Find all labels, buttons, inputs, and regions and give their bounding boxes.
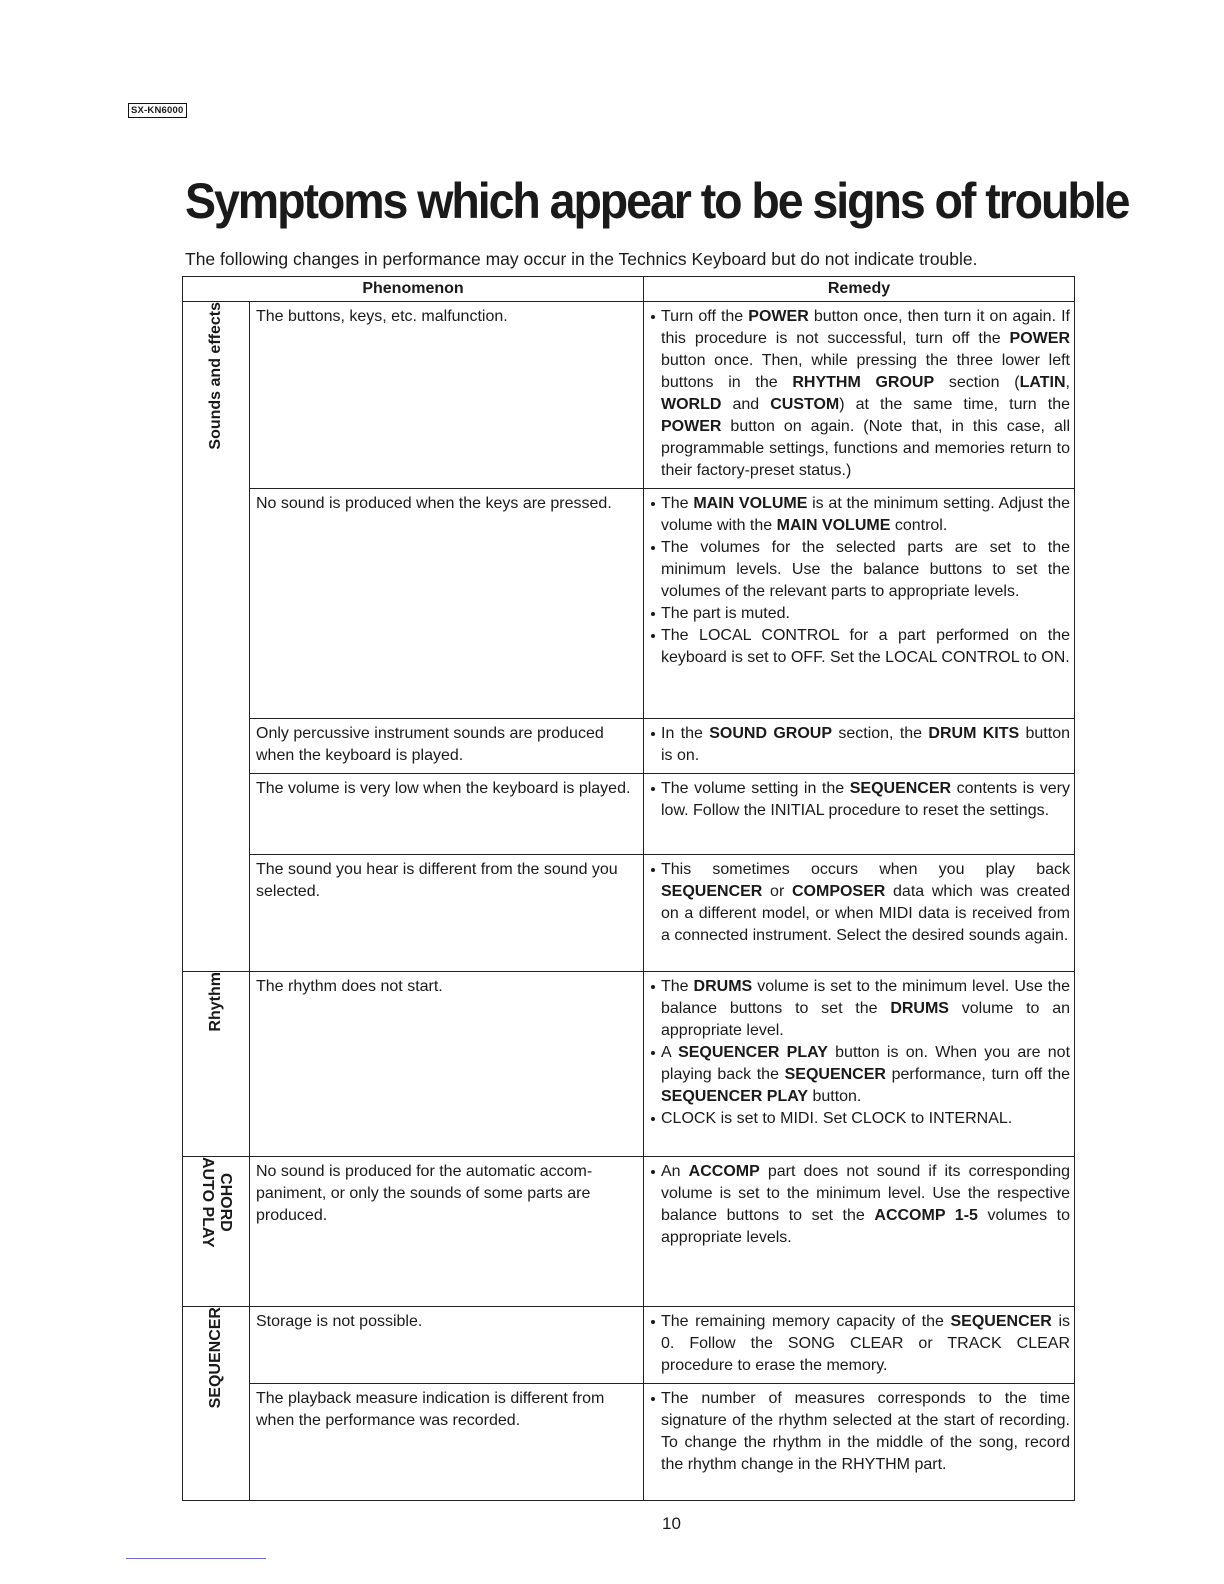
remedy-text: This sometimes occurs when you play back — [661, 861, 1070, 878]
remedy-cell — [644, 774, 1075, 855]
table-row — [183, 1157, 1075, 1307]
category-label — [198, 1157, 234, 1248]
remedy-text: The part is muted. — [661, 605, 790, 622]
phenomenon-cell: The playback measure indication is different from when the performance was recorded. — [250, 1384, 644, 1501]
remedy-cell — [644, 1157, 1075, 1307]
remedy-bullet — [650, 1311, 1070, 1377]
remedy-text: button is on. — [661, 725, 1070, 764]
remedy-text: button is on. When you are not playing back the — [661, 1044, 1071, 1083]
remedy-bold-term: ACCOMP 1-5 — [874, 1207, 978, 1224]
table-row — [183, 855, 1075, 972]
remedy-text: button on again. (Note that, in this case, all programmable settings, functions and memories return to their factory-preset status.) — [661, 418, 1070, 479]
remedy-bullet — [650, 493, 1070, 537]
remedy-bold-term: MAIN VOLUME — [693, 495, 808, 512]
remedy-text: An — [661, 1163, 689, 1180]
remedy-bold-term: SEQUENCER PLAY — [678, 1044, 828, 1061]
remedy-bold-term: ACCOMP — [688, 1163, 760, 1180]
remedy-bullet — [650, 306, 1070, 482]
remedy-bold-term: POWER — [748, 308, 809, 325]
table-row — [183, 1307, 1075, 1384]
phenomenon-cell: The rhythm does not start. — [250, 972, 644, 1157]
category-label: Sounds and effects — [207, 302, 224, 450]
remedy-text: section ( — [934, 374, 1020, 391]
remedy-text: The volumes for the selected parts are set to the minimum levels. Use the balance buttons to set the volumes of the relevant parts to appropriate levels. — [661, 539, 1070, 600]
table-row — [183, 302, 1075, 489]
remedy-bold-term: DRUMS — [693, 978, 753, 995]
phenomenon-cell: No sound is produced for the automatic accom-paniment, or only the sounds of some parts are produced. — [250, 1157, 644, 1307]
table-header-row — [183, 277, 1075, 302]
remedy-text: Turn off the — [661, 308, 749, 325]
remedy-bold-term: SEQUENCER — [849, 780, 952, 797]
remedy-text: part does not sound if its corresponding volume is set to the minimum level. Use the respective balance buttons to set the — [661, 1163, 1070, 1224]
remedy-text: control. — [890, 517, 948, 534]
footer-rule — [126, 1558, 266, 1559]
category-sequencer — [183, 1307, 250, 1501]
category-rhythm — [183, 972, 250, 1157]
remedy-bold-term: WORLD — [661, 396, 722, 413]
table-row — [183, 1384, 1075, 1501]
remedy-bold-term: CUSTOM — [770, 396, 840, 413]
model-tag: SX-KN6000 — [128, 103, 187, 118]
trouble-table — [182, 276, 1075, 1501]
remedy-bold-term: SOUND GROUP — [709, 725, 833, 742]
table-row — [183, 972, 1075, 1157]
remedy-text: In the — [661, 725, 710, 742]
remedy-bullet — [650, 859, 1070, 947]
remedy-bold-term: SEQUENCER PLAY — [661, 1088, 808, 1105]
remedy-text: and — [721, 396, 771, 413]
remedy-bullet — [650, 778, 1070, 822]
remedy-text: The LOCAL CONTROL for a part performed on the keyboard is set to OFF. Set the LOCAL CONTROL to ON. — [661, 627, 1070, 666]
remedy-bullet — [650, 1042, 1070, 1108]
phenomenon-cell: The buttons, keys, etc. malfunction. — [250, 302, 644, 489]
remedy-text: volume is set to the minimum level. Use the balance buttons to set the — [661, 978, 1070, 1017]
phenomenon-cell: No sound is produced when the keys are pressed. — [250, 489, 644, 719]
remedy-bullet — [650, 1388, 1070, 1476]
remedy-text: section, the — [832, 725, 929, 742]
remedy-bullet — [650, 976, 1070, 1042]
remedy-bullet — [650, 537, 1070, 603]
category-label-line1: AUTO PLAY — [199, 1157, 216, 1248]
remedy-bold-term: MAIN VOLUME — [776, 517, 891, 534]
table-row — [183, 719, 1075, 774]
remedy-cell — [644, 302, 1075, 489]
remedy-text: performance, turn off the — [885, 1066, 1070, 1083]
phenomenon-cell: The volume is very low when the keyboard is played. — [250, 774, 644, 855]
remedy-cell — [644, 855, 1075, 972]
remedy-cell — [644, 1384, 1075, 1501]
remedy-text: or — [762, 883, 792, 900]
table-row — [183, 489, 1075, 719]
phenomenon-cell: Storage is not possible. — [250, 1307, 644, 1384]
remedy-text: The remaining memory capacity of the — [661, 1313, 951, 1330]
remedy-bullet — [650, 603, 1070, 625]
category-label-line2: CHORD — [217, 1173, 234, 1232]
remedy-text: The volume setting in the — [661, 780, 850, 797]
remedy-cell — [644, 972, 1075, 1157]
remedy-text: button. — [808, 1088, 862, 1105]
intro-text: The following changes in performance may occur in the Technics Keyboard but do not indicate trouble. — [185, 249, 978, 269]
category-sounds-and-effects — [183, 302, 250, 972]
remedy-text: volumes to appropriate levels. — [661, 1207, 1071, 1246]
table-row — [183, 774, 1075, 855]
remedy-bold-term: POWER — [1009, 330, 1070, 347]
remedy-text: The number of measures corresponds to the time signature of the rhythm selected at the start of recording. To change the rhythm in the middle of the song, record the rhythm change in the RHYTHM part. — [661, 1390, 1070, 1473]
category-auto-play-chord — [183, 1157, 250, 1307]
page-title: Symptoms which appear to be signs of trouble — [185, 173, 1129, 229]
remedy-bold-term: SEQUENCER — [784, 1066, 886, 1083]
remedy-header: Remedy — [644, 277, 1075, 302]
remedy-text: CLOCK is set to MIDI. Set CLOCK to INTERNAL. — [661, 1110, 1013, 1127]
remedy-bold-term: DRUM KITS — [928, 725, 1020, 742]
remedy-text: is 0. Follow the SONG CLEAR or TRACK CLEAR procedure to erase the memory. — [661, 1313, 1071, 1374]
remedy-text: volume to an appropriate level. — [661, 1000, 1071, 1039]
category-label: SEQUENCER — [207, 1307, 224, 1409]
remedy-text: ) at the same time, turn the — [839, 396, 1070, 413]
remedy-text: A — [661, 1044, 679, 1061]
remedy-text: button once. Then, while pressing the three lower left buttons in the — [661, 352, 1070, 391]
phenomenon-cell: The sound you hear is different from the sound you selected. — [250, 855, 644, 972]
remedy-text: The — [661, 978, 694, 995]
remedy-bullet — [650, 1161, 1070, 1249]
remedy-bullet — [650, 723, 1070, 767]
remedy-cell — [644, 489, 1075, 719]
remedy-text: button once, then turn it on again. If this procedure is not successful, turn off the — [661, 308, 1070, 347]
remedy-bold-term: POWER — [661, 418, 722, 435]
remedy-bullet — [650, 1108, 1070, 1130]
remedy-cell — [644, 719, 1075, 774]
page-number: 10 — [662, 1514, 681, 1533]
category-label: Rhythm — [207, 972, 224, 1032]
remedy-bullet — [650, 625, 1070, 669]
remedy-text: is at the minimum setting. Adjust the volume with the — [661, 495, 1071, 534]
phenomenon-header: Phenomenon — [183, 277, 644, 302]
phenomenon-cell: Only percussive instrument sounds are produced when the keyboard is played. — [250, 719, 644, 774]
remedy-bold-term: COMPOSER — [791, 883, 886, 900]
remedy-bold-term: SEQUENCER — [950, 1313, 1052, 1330]
remedy-text: contents is very low. Follow the INITIAL procedure to reset the settings. — [661, 780, 1070, 819]
remedy-bold-term: RHYTHM GROUP — [792, 374, 935, 391]
remedy-bold-term: SEQUENCER — [661, 883, 763, 900]
remedy-bold-term: DRUMS — [890, 1000, 949, 1017]
remedy-cell — [644, 1307, 1075, 1384]
remedy-text: The — [661, 495, 694, 512]
remedy-bold-term: LATIN — [1019, 374, 1066, 391]
remedy-text: data which was created on a different model, or when MIDI data is received from a connected instrument. Select the desired sounds again. — [661, 883, 1070, 944]
remedy-text: , — [1065, 374, 1070, 391]
